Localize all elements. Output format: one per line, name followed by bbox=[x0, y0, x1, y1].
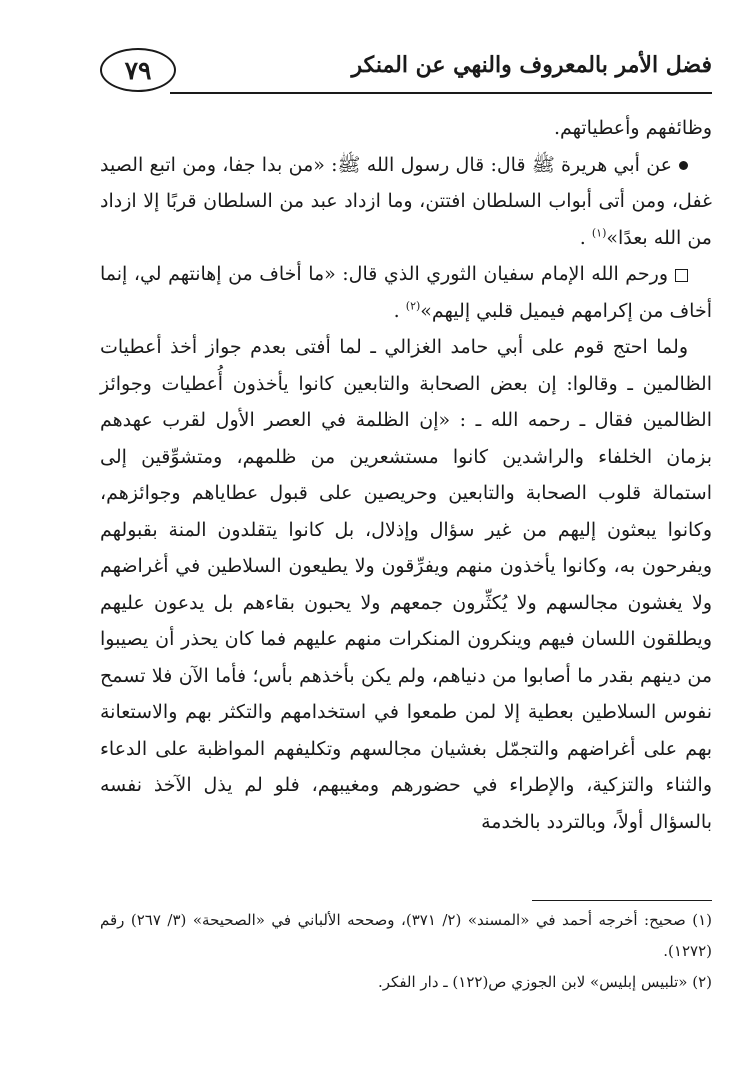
page-number-badge bbox=[100, 48, 176, 92]
paragraph-3-end: . bbox=[393, 299, 406, 322]
footnotes bbox=[100, 905, 712, 998]
paragraph-1: وظائفهم وأعطياتهم. bbox=[553, 117, 712, 139]
footnote-2: (٢) «تلبيس إبليس» لابن الجوزي ص(١٢٢) ـ دار الفكر. bbox=[377, 973, 712, 991]
quote-text: ورحم الله الإمام سفيان الثوري الذي قال: «ما أخاف من إهانتهم لي، إنما أخاف من إكرامهم فيميل قلبي إليهم» bbox=[100, 263, 712, 322]
page-body bbox=[100, 110, 712, 840]
square-bullet-icon bbox=[675, 269, 688, 282]
bullet-icon bbox=[679, 161, 688, 170]
running-title: فضل الأمر بالمعروف والنهي عن المنكر bbox=[351, 52, 712, 78]
footnote-1: (١) صحيح: أخرجه أحمد في «المسند» (٢/ ٣٧١)، وصححه الألباني في «الصحيحة» (٣/ ٢٦٧) رقم (١٢٧٢). bbox=[100, 911, 712, 960]
hadith-text: عن أبي هريرة ﷺ قال: قال رسول الله ﷺ: «من بدا جفا، ومن اتبع الصيد غفل، ومن أتى أبواب السلطان افتتن، وما ازداد عبد من السلطان قربًا إلا ازداد من الله بعدًا» bbox=[100, 153, 712, 249]
footnote-separator bbox=[532, 900, 712, 901]
header-rule bbox=[170, 92, 712, 94]
paragraph-2 bbox=[100, 147, 712, 257]
footnote-ref-1: (١) bbox=[591, 226, 607, 240]
page-number: ٧٩ bbox=[124, 55, 152, 85]
paragraph-4: ولما احتج قوم على أبي حامد الغزالي ـ لما أفتى بعدم جواز أخذ أعطيات الظالمين ـ وقالوا: إن بعض الصحابة والتابعين كانوا يأخذون أُعطيات وجوائز الظالمين فقال ـ رحمه الله ـ : «إن الظلمة في العصر الأول لقرب عهدهم بزمان الخلفاء والراشدين كانوا مستشعرين من ظلمهم، ومتشوِّقين إلى استمالة قلوب الصحابة والتابعين وحريصين على قبول عطاياهم وجوائزهم، وكانوا يبعثون إليهم من غير سؤال وإذلال، بل كانوا يتقلدون المنة بقبولهم ويفرحون به، وكانوا يأخذون منهم ويفرِّقون ولا يطيعون السلاطين في أغراضهم ولا يغشون مجالسهم ولا يُكثِّرون جمعهم ولا يحبون بقاءهم بل يدعون عليهم ويطلقون اللسان فيهم وينكرون المنكرات منهم عليهم فما كان يحذر أن يصيبوا من دينهم بقدر ما أصابوا من دنياهم، ولم يكن بأخذهم بأس؛ فأما الآن فلا تسمح نفوس السلاطين بعطية إلا لمن طمعوا في استخدامهم والتكثر بهم والاستعانة بهم على أغراضهم والتجمّل بغشيان مجالسهم وتكليفهم المواظبة على الدعاء والثناء والتزكية، والإطراء في حضورهم ومغيبهم، فلو لم يذل الآخذ نفسه بالسؤال أولاً، وبالتردد بالخدمة bbox=[100, 336, 712, 833]
page-header bbox=[100, 36, 712, 102]
paragraph-2-end: . bbox=[579, 226, 592, 249]
paragraph-3 bbox=[100, 256, 712, 329]
footnote-ref-2: (٢) bbox=[405, 299, 421, 313]
